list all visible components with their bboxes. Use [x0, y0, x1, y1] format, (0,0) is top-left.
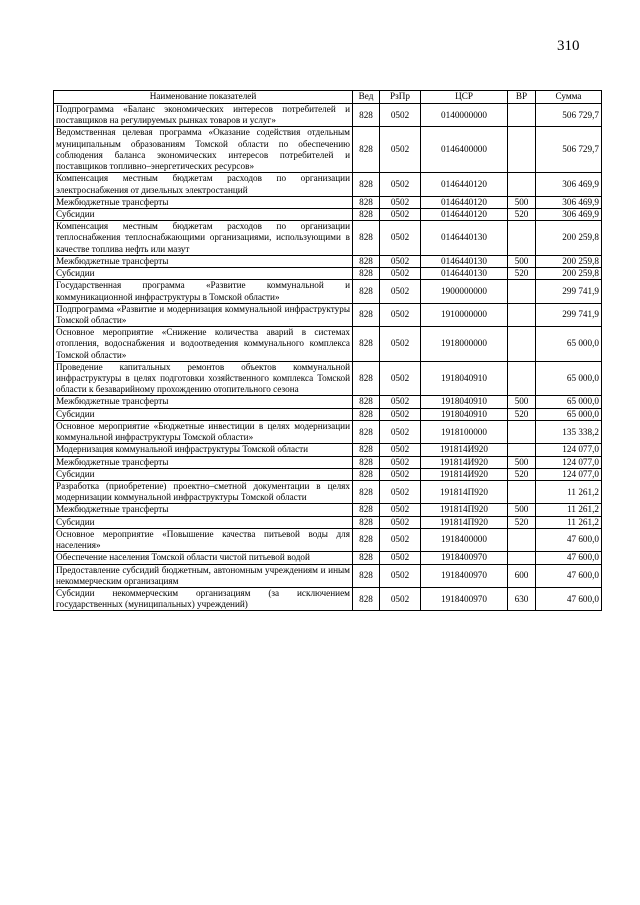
table-row: [54, 104, 602, 127]
cell-name: Субсидии: [54, 268, 353, 280]
cell-sum: 299 741,9: [536, 303, 602, 326]
cell-vr: [508, 104, 536, 127]
page-number: 310: [557, 38, 580, 54]
cell-ved: 828: [353, 303, 380, 326]
table-body: [54, 104, 602, 611]
cell-ved: 828: [353, 327, 380, 362]
cell-ved: 828: [353, 552, 380, 564]
cell-vr: [508, 481, 536, 504]
cell-rzpr: 0502: [380, 468, 421, 480]
cell-rzpr: 0502: [380, 255, 421, 267]
cell-csr: 0146440130: [421, 221, 508, 256]
cell-name: Основное мероприятие «Повышение качества питьевой воды для населения»: [54, 528, 353, 551]
cell-csr: 191814П920: [421, 516, 508, 528]
cell-vr: [508, 280, 536, 303]
cell-rzpr: 0502: [380, 173, 421, 196]
cell-csr: 0146440130: [421, 268, 508, 280]
cell-rzpr: 0502: [380, 587, 421, 610]
cell-ved: 828: [353, 408, 380, 420]
cell-ved: 828: [353, 516, 380, 528]
cell-sum: 11 261,2: [536, 481, 602, 504]
cell-sum: 47 600,0: [536, 587, 602, 610]
cell-csr: 1918400000: [421, 528, 508, 551]
cell-vr: [508, 303, 536, 326]
table-row: [54, 208, 602, 220]
table-row: [54, 504, 602, 516]
cell-vr: 520: [508, 516, 536, 528]
cell-name: Основное мероприятие «Снижение количества аварий в системах отопления, водоснабжения и водоотведения коммунального комплекса Томской области»: [54, 327, 353, 362]
cell-vr: 500: [508, 255, 536, 267]
cell-csr: 191814И920: [421, 444, 508, 456]
cell-name: Государственная программа «Развитие коммунальной и коммуникационной инфраструктуры в Томской области»: [54, 280, 353, 303]
cell-csr: 0146440120: [421, 173, 508, 196]
table-row: [54, 587, 602, 610]
cell-ved: 828: [353, 456, 380, 468]
header-rzpr: РзПр: [380, 91, 421, 104]
cell-csr: 191814И920: [421, 456, 508, 468]
cell-sum: 47 600,0: [536, 552, 602, 564]
table-header-row: [54, 91, 602, 104]
cell-name: Ведомственная целевая программа «Оказание содействия отдельным муниципальным образованиям Томской области по обеспечению соблюдения баланса экономических интересов потребителей и поставщиков топливно–энергетических ресурсов»: [54, 127, 353, 173]
cell-vr: [508, 552, 536, 564]
cell-vr: 520: [508, 408, 536, 420]
cell-ved: 828: [353, 208, 380, 220]
cell-name: Субсидии: [54, 516, 353, 528]
table-row: [54, 268, 602, 280]
table-row: [54, 420, 602, 443]
cell-rzpr: 0502: [380, 504, 421, 516]
cell-ved: 828: [353, 420, 380, 443]
cell-rzpr: 0502: [380, 104, 421, 127]
cell-sum: 506 729,7: [536, 127, 602, 173]
table-row: [54, 196, 602, 208]
cell-vr: 520: [508, 208, 536, 220]
cell-vr: [508, 327, 536, 362]
cell-rzpr: 0502: [380, 408, 421, 420]
cell-rzpr: 0502: [380, 303, 421, 326]
table-row: [54, 280, 602, 303]
cell-rzpr: 0502: [380, 196, 421, 208]
cell-vr: [508, 361, 536, 396]
cell-name: Межбюджетные трансферты: [54, 396, 353, 408]
cell-ved: 828: [353, 587, 380, 610]
cell-csr: 1918040910: [421, 361, 508, 396]
cell-name: Межбюджетные трансферты: [54, 456, 353, 468]
cell-name: Модернизация коммунальной инфраструктуры Томской области: [54, 444, 353, 456]
cell-name: Межбюджетные трансферты: [54, 255, 353, 267]
cell-ved: 828: [353, 481, 380, 504]
cell-ved: 828: [353, 173, 380, 196]
cell-name: Подпрограмма «Баланс экономических интересов потребителей и поставщиков на регулируемых рынках товаров и услуг»: [54, 104, 353, 127]
cell-name: Предоставление субсидий бюджетным, автономным учреждениям и иным некоммерческим организациям: [54, 564, 353, 587]
cell-name: Компенсация местным бюджетам расходов по организации теплоснабжения теплоснабжающими организациями, использующими в качестве топлива нефть или мазут: [54, 221, 353, 256]
table-row: [54, 468, 602, 480]
cell-vr: 500: [508, 504, 536, 516]
cell-sum: 306 469,9: [536, 208, 602, 220]
table-row: [54, 456, 602, 468]
cell-rzpr: 0502: [380, 268, 421, 280]
cell-rzpr: 0502: [380, 221, 421, 256]
cell-vr: 600: [508, 564, 536, 587]
cell-rzpr: 0502: [380, 327, 421, 362]
cell-name: Межбюджетные трансферты: [54, 504, 353, 516]
cell-sum: 135 338,2: [536, 420, 602, 443]
cell-vr: 520: [508, 468, 536, 480]
cell-rzpr: 0502: [380, 420, 421, 443]
cell-rzpr: 0502: [380, 516, 421, 528]
cell-vr: 500: [508, 196, 536, 208]
cell-csr: 0146440120: [421, 196, 508, 208]
cell-vr: 630: [508, 587, 536, 610]
cell-ved: 828: [353, 268, 380, 280]
cell-sum: 200 259,8: [536, 221, 602, 256]
table-row: [54, 127, 602, 173]
cell-vr: [508, 221, 536, 256]
cell-sum: 47 600,0: [536, 528, 602, 551]
cell-rzpr: 0502: [380, 528, 421, 551]
table-row: [54, 564, 602, 587]
cell-ved: 828: [353, 127, 380, 173]
cell-name: Подпрограмма «Развитие и модернизация коммунальной инфраструктуры Томской области»: [54, 303, 353, 326]
cell-name: Субсидии: [54, 208, 353, 220]
cell-name: Субсидии некоммерческим организациям (за исключением государственных (муниципальных) учреждений): [54, 587, 353, 610]
cell-rzpr: 0502: [380, 456, 421, 468]
cell-sum: 200 259,8: [536, 255, 602, 267]
cell-ved: 828: [353, 468, 380, 480]
table-row: [54, 516, 602, 528]
table-row: [54, 361, 602, 396]
cell-csr: 1918400970: [421, 587, 508, 610]
table-row: [54, 408, 602, 420]
header-sum: Сумма: [536, 91, 602, 104]
cell-ved: 828: [353, 104, 380, 127]
header-ved: Вед: [353, 91, 380, 104]
cell-sum: 65 000,0: [536, 361, 602, 396]
cell-name: Разработка (приобретение) проектно–сметной документации в целях модернизации коммунальной инфраструктуры Томской области: [54, 481, 353, 504]
cell-ved: 828: [353, 196, 380, 208]
cell-csr: 0146400000: [421, 127, 508, 173]
cell-name: Субсидии: [54, 468, 353, 480]
cell-vr: [508, 173, 536, 196]
cell-ved: 828: [353, 361, 380, 396]
cell-name: Основное мероприятие «Бюджетные инвестиции в целях модернизации коммунальной инфраструктуры Томской области»: [54, 420, 353, 443]
cell-name: Субсидии: [54, 408, 353, 420]
cell-sum: 11 261,2: [536, 516, 602, 528]
cell-name: Компенсация местным бюджетам расходов по организации электроснабжения от дизельных электростанций: [54, 173, 353, 196]
cell-rzpr: 0502: [380, 208, 421, 220]
cell-rzpr: 0502: [380, 361, 421, 396]
cell-vr: [508, 420, 536, 443]
cell-csr: 1918040910: [421, 408, 508, 420]
table-row: [54, 552, 602, 564]
cell-name: Обеспечение населения Томской области чистой питьевой водой: [54, 552, 353, 564]
cell-ved: 828: [353, 504, 380, 516]
budget-table: [53, 90, 602, 611]
cell-csr: 1918000000: [421, 327, 508, 362]
header-vr: ВР: [508, 91, 536, 104]
cell-rzpr: 0502: [380, 396, 421, 408]
cell-rzpr: 0502: [380, 564, 421, 587]
cell-sum: 506 729,7: [536, 104, 602, 127]
cell-ved: 828: [353, 221, 380, 256]
cell-rzpr: 0502: [380, 127, 421, 173]
table-row: [54, 303, 602, 326]
cell-csr: 0140000000: [421, 104, 508, 127]
cell-csr: 1918400970: [421, 552, 508, 564]
cell-sum: 65 000,0: [536, 327, 602, 362]
cell-ved: 828: [353, 564, 380, 587]
cell-sum: 65 000,0: [536, 396, 602, 408]
cell-rzpr: 0502: [380, 444, 421, 456]
cell-ved: 828: [353, 444, 380, 456]
table-row: [54, 327, 602, 362]
cell-csr: 1918100000: [421, 420, 508, 443]
table-row: [54, 481, 602, 504]
header-name: Наименование показателей: [54, 91, 353, 104]
cell-sum: 124 077,0: [536, 456, 602, 468]
cell-sum: 124 077,0: [536, 444, 602, 456]
cell-rzpr: 0502: [380, 481, 421, 504]
cell-name: Межбюджетные трансферты: [54, 196, 353, 208]
cell-csr: 1918040910: [421, 396, 508, 408]
cell-csr: 1900000000: [421, 280, 508, 303]
cell-ved: 828: [353, 528, 380, 551]
table-row: [54, 173, 602, 196]
cell-csr: 191814И920: [421, 468, 508, 480]
cell-sum: 299 741,9: [536, 280, 602, 303]
table-row: [54, 255, 602, 267]
cell-sum: 65 000,0: [536, 408, 602, 420]
table-row: [54, 444, 602, 456]
cell-ved: 828: [353, 280, 380, 303]
cell-vr: 500: [508, 456, 536, 468]
cell-sum: 306 469,9: [536, 196, 602, 208]
cell-vr: 520: [508, 268, 536, 280]
cell-sum: 306 469,9: [536, 173, 602, 196]
table-row: [54, 528, 602, 551]
cell-sum: 47 600,0: [536, 564, 602, 587]
header-csr: ЦСР: [421, 91, 508, 104]
cell-vr: [508, 528, 536, 551]
cell-sum: 200 259,8: [536, 268, 602, 280]
cell-name: Проведение капитальных ремонтов объектов коммунальной инфраструктуры в целях подготовки хозяйственного комплекса Томской области к безаварийному прохождению отопительного сезона: [54, 361, 353, 396]
cell-csr: 1910000000: [421, 303, 508, 326]
cell-ved: 828: [353, 255, 380, 267]
cell-sum: 11 261,2: [536, 504, 602, 516]
cell-csr: 1918400970: [421, 564, 508, 587]
cell-vr: 500: [508, 396, 536, 408]
cell-csr: 191814П920: [421, 504, 508, 516]
table-row: [54, 396, 602, 408]
cell-ved: 828: [353, 396, 380, 408]
cell-rzpr: 0502: [380, 552, 421, 564]
cell-csr: 0146440120: [421, 208, 508, 220]
cell-csr: 191814П920: [421, 481, 508, 504]
cell-rzpr: 0502: [380, 280, 421, 303]
cell-sum: 124 077,0: [536, 468, 602, 480]
table-row: [54, 221, 602, 256]
cell-vr: [508, 127, 536, 173]
cell-csr: 0146440130: [421, 255, 508, 267]
cell-vr: [508, 444, 536, 456]
